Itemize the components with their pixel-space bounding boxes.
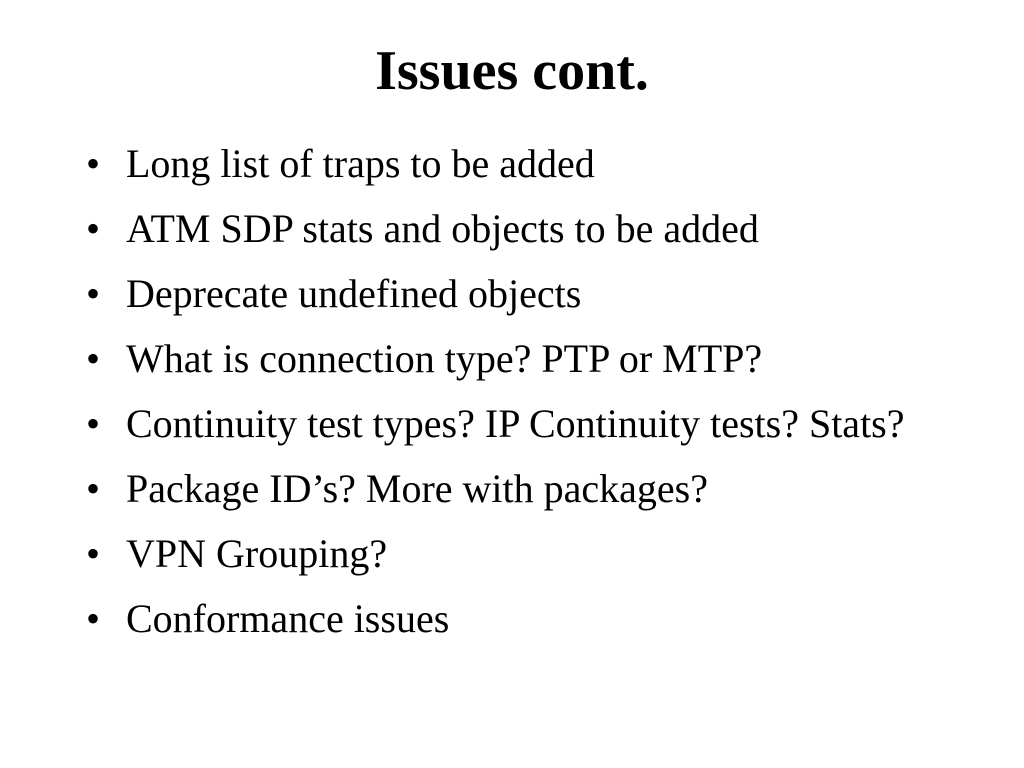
bullet-dot-icon: • — [86, 271, 101, 316]
bullet-item — [86, 138, 946, 189]
bullet-item — [86, 398, 946, 449]
bullet-dot-icon: • — [86, 531, 101, 576]
bullet-dot-icon: • — [86, 596, 101, 641]
bullet-text: Long list of traps to be added — [126, 141, 595, 186]
bullet-item — [86, 593, 946, 644]
bullet-text: Conformance issues — [126, 596, 450, 641]
bullet-text: Package ID’s? More with packages? — [126, 466, 708, 511]
bullet-text: VPN Grouping? — [126, 531, 388, 576]
bullet-text: ATM SDP stats and objects to be added — [126, 206, 759, 251]
bullet-dot-icon: • — [86, 466, 101, 511]
bullet-item — [86, 528, 946, 579]
bullet-item — [86, 463, 946, 514]
bullet-item — [86, 203, 946, 254]
bullet-item — [86, 333, 946, 384]
bullet-dot-icon: • — [86, 336, 101, 381]
bullet-dot-icon: • — [86, 401, 101, 446]
bullet-text: Deprecate undefined objects — [126, 271, 582, 316]
bullet-list — [86, 138, 946, 658]
bullet-item — [86, 268, 946, 319]
bullet-dot-icon: • — [86, 141, 101, 186]
bullet-text: What is connection type? PTP or MTP? — [126, 336, 763, 381]
bullet-text: Continuity test types? IP Continuity tests? Stats? — [126, 401, 905, 446]
slide-title: Issues cont. — [375, 40, 649, 102]
bullet-dot-icon: • — [86, 206, 101, 251]
